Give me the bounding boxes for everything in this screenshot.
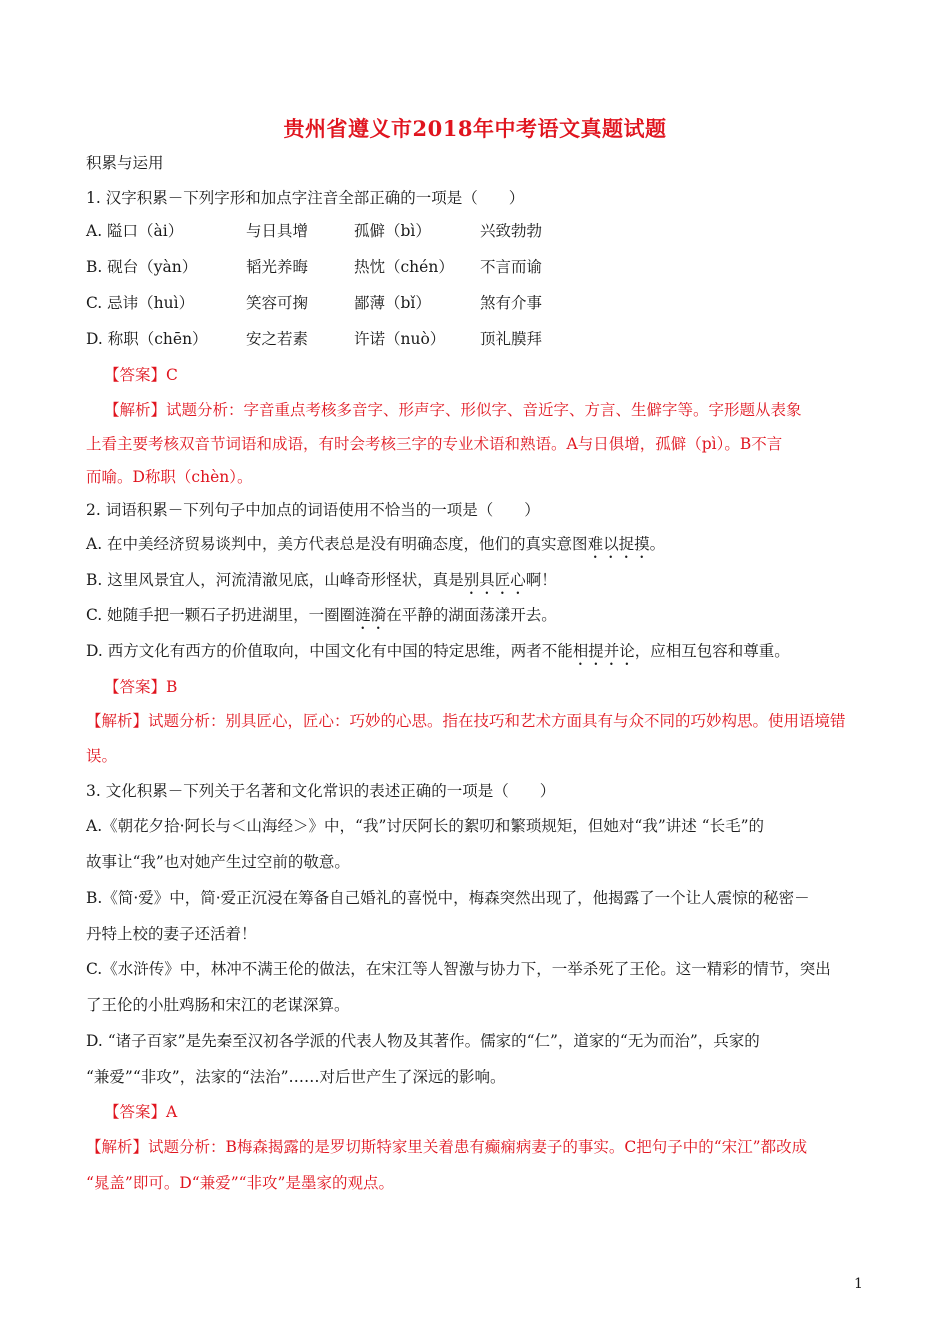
question-2-option-d [86, 640, 790, 669]
option-a-word-2: 与日具增 [246, 222, 309, 240]
option-d-word-4: 顶礼膜拜 [480, 330, 543, 348]
option-a-word-1: A. 隘口（ài） [86, 222, 184, 240]
question-3-stem: 3. 文化积累－下列关于名著和文化常识的表述正确的一项是（ ） [86, 782, 556, 800]
question-3-analysis-line-1: 【解析】试题分析：B梅森揭露的是罗切斯特家里关着患有癫痫病妻子的事实。C把句子中的“宋江”都改成 [86, 1138, 808, 1156]
option-c-word-1: C. 忌讳（huì） [86, 294, 195, 312]
option-a-text-end: 。 [649, 535, 666, 553]
question-1-analysis-line-3: 而喻。D称职（chèn）。 [86, 468, 253, 486]
option-b-text: B. 这里风景宜人，河流清澈见底，山峰奇形怪状，真是 [86, 571, 464, 589]
option-d-text-end: ，应相互包容和尊重。 [634, 642, 790, 660]
option-c-dotted-words: 涟漪 [355, 606, 387, 624]
option-d-word-2: 安之若素 [246, 330, 309, 348]
option-a-text: A. 在中美经济贸易谈判中，美方代表总是没有明确态度，他们的真实意图 [86, 535, 588, 553]
section-heading: 积累与运用 [86, 154, 164, 172]
question-3-option-d-line-2: “兼爱”“非攻”，法家的“法治”……对后世产生了深远的影响。 [86, 1068, 506, 1086]
option-b-text-end: 啊！ [525, 571, 557, 589]
page-number: 1 [854, 1276, 863, 1292]
option-a-dotted-words: 难以捉摸 [587, 535, 650, 553]
option-b-word-4: 不言而谕 [480, 258, 543, 276]
option-d-dotted-words: 相提并论 [572, 642, 635, 660]
option-b-word-1: B. 砚台（yàn） [86, 258, 198, 276]
question-3-option-a-line-2: 故事让“我”也对她产生过空前的敬意。 [86, 853, 350, 871]
option-b-dotted-words: 别具匠心 [463, 571, 526, 589]
question-3-option-b-line-1: B.《简·爱》中，简·爱正沉浸在筹备自己婚礼的喜悦中，梅森突然出现了，他揭露了一个让人震惊的秘密－ [86, 889, 810, 907]
option-c-text: C. 她随手把一颗石子扔进湖里，一圈圈 [86, 606, 356, 624]
question-3-option-c-line-2: 了王伦的小肚鸡肠和宋江的老谋深算。 [86, 996, 350, 1014]
option-b-word-2: 韬光养晦 [246, 258, 309, 276]
question-2-answer: 【答案】B [104, 678, 178, 696]
question-3-option-a-line-1: A.《朝花夕拾·阿长与＜山海经＞》中，“我”讨厌阿长的絮叨和繁琐规矩，但她对“我”讲述 “长毛”的 [86, 817, 765, 835]
option-c-word-4: 煞有介事 [480, 294, 543, 312]
question-2-option-a [86, 533, 665, 562]
question-2-stem: 2. 词语积累－下列句子中加点的词语使用不恰当的一项是（ ） [86, 501, 540, 519]
option-d-word-1: D. 称职（chēn） [86, 330, 208, 348]
question-3-option-b-line-2: 丹特上校的妻子还活着！ [86, 925, 257, 943]
page-title: 贵州省遵义市2018年中考语文真题试题 [283, 116, 667, 141]
question-1-analysis-line-2: 上看主要考核双音节词语和成语，有时会考核三字的专业术语和熟语。A与日俱增，孤僻（pì）。B不言 [86, 435, 783, 453]
question-3-analysis-line-2: “晁盖”即可。D“兼爱”“非攻”是墨家的观点。 [86, 1174, 394, 1192]
option-c-text-end: 在平静的湖面荡漾开去。 [386, 606, 557, 624]
option-c-word-3: 鄙薄（bǐ） [354, 294, 431, 312]
question-2-option-b [86, 569, 557, 598]
option-b-word-3: 热忱（chén） [354, 258, 454, 276]
question-3-option-c-line-1: C.《水浒传》中，林冲不满王伦的做法，在宋江等人智激与协力下，一举杀死了王伦。这一精彩的情节，突出 [86, 960, 831, 978]
question-3-option-d-line-1: D. “诸子百家”是先秦至汉初各学派的代表人物及其著作。儒家的“仁”，道家的“无为而治”，兵家的 [86, 1032, 760, 1050]
question-1-answer: 【答案】C [104, 366, 178, 384]
option-c-word-2: 笑容可掬 [246, 294, 309, 312]
question-1-analysis-line-1: 【解析】试题分析：字音重点考核多音字、形声字、形似字、音近字、方言、生僻字等。字形题从表象 [104, 401, 802, 419]
question-1-stem: 1. 汉字积累－下列字形和加点字注音全部正确的一项是（ ） [86, 189, 525, 207]
option-a-word-3: 孤僻（bì） [354, 222, 431, 240]
option-d-text: D. 西方文化有西方的价值取向，中国文化有中国的特定思维，两者不能 [86, 642, 573, 660]
question-2-option-c [86, 604, 557, 633]
question-2-analysis-line-1: 【解析】试题分析：别具匠心，匠心：巧妙的心思。指在技巧和艺术方面具有与众不同的巧妙构思。使用语境错 [86, 712, 846, 730]
question-3-answer: 【答案】A [104, 1103, 178, 1121]
question-2-analysis-line-2: 误。 [86, 747, 118, 765]
option-a-word-4: 兴致勃勃 [480, 222, 543, 240]
option-d-word-3: 许诺（nuò） [354, 330, 446, 348]
